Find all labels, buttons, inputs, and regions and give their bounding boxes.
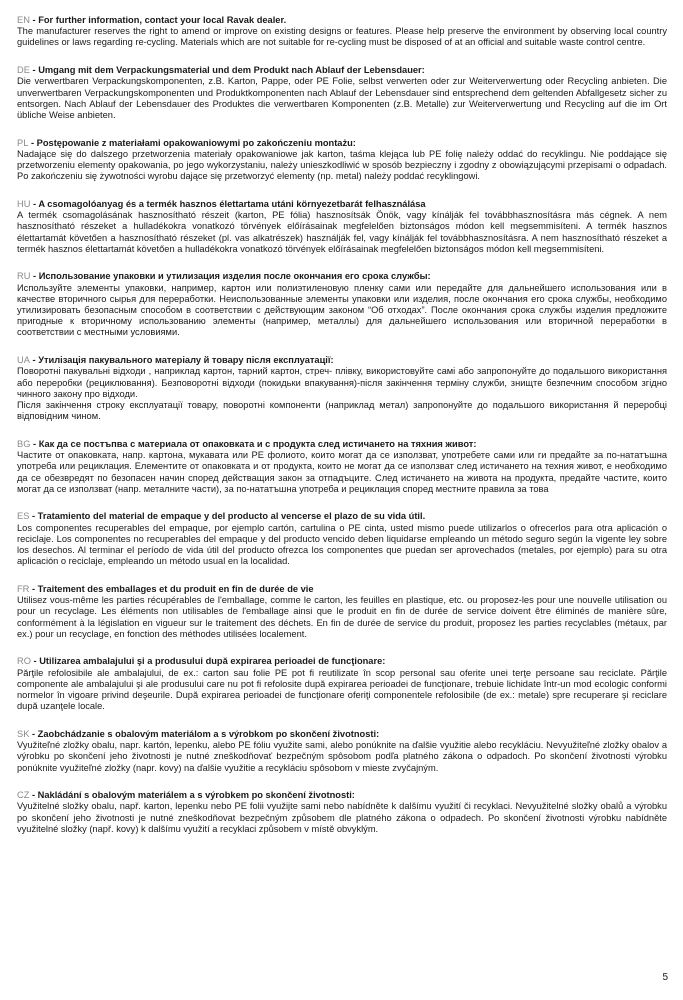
section-title: Umgang mit dem Verpackungsmaterial und dem Produkt nach Ablauf der Lebensdauer:	[38, 65, 425, 76]
section-heading	[17, 65, 667, 76]
heading-separator: -	[28, 137, 37, 148]
section-heading	[17, 271, 667, 282]
section-ru	[17, 271, 667, 338]
section-heading	[17, 199, 667, 210]
section-paragraph: Поворотні пакувальні відходи , наприклад картон, тарний картон, стреч- плівку, використовуйте самі або запропонуйте до подальшого використання або переробки (рециклювання). Безповоротні відходи (покидьки впакування)-після закінчення терміну служби, знищте безпечним способом згідно чинного закону про відходи.	[17, 366, 667, 399]
section-body	[17, 210, 667, 255]
section-bg	[17, 439, 667, 495]
heading-separator: -	[29, 355, 39, 366]
section-paragraph: Після закінчення строку експлуатації товару, поворотні компоненти (наприклад метал) запропонуйте до подальшого використання й переробці відповідним чином.	[17, 399, 667, 422]
section-heading	[17, 439, 667, 450]
section-ro	[17, 656, 667, 712]
section-paragraph: Die verwertbaren Verpackungskomponenten, z.B. Karton, Pappe, oder PE Folie, selbst verwerten oder zur Weiterverwertung oder Recycling anbieten. Die unverwertbaren Verpackungskomponenten und Produktkomponenten nach Ablauf der Lebensdauer sind entsprechend dem geltenden Abfallgesetz sicher zu entsorgen. Nach Ablauf der Lebensdauer des Produktes die verwertbaren Komponenten (z.B. Metalle) zur Weiterverwertung und Recycling auf die im Ort übliche Weise anbieten.	[17, 76, 667, 120]
section-body	[17, 740, 667, 774]
section-paragraph: Los componentes recuperables del empaque, por ejemplo cartón, cartulina o PE cinta, usted mismo puede utilizarlos o ofrecerlos para otra aplicación o reciclaje. Los componentes no recuperables del empaque y del producto vencido deben liquidarse empleando un método seguro según la vigente ley sobre los desechos. Al terminar el período de vida útil del producto ofrezca los componentes que puedan ser aprovechados (metales, por ejemplo) para su otra aplicación o reciclaje, empleando un método usual en la localidad.	[17, 522, 667, 567]
section-heading	[17, 729, 667, 740]
language-code: BG	[17, 438, 31, 449]
section-title: For further information, contact your local Ravak dealer.	[38, 15, 287, 25]
section-paragraph: Частите от опаковката, напр. картона, мукавата или PE фолиото, които могат да се използват, употребете сами или ги предайте за по-нататъшна употреба или рециклация. Елементите от опаковката и от продукта, които не могат да се използват след истичането на техния живот, е необходимо да се обезвредят по безопасен начин според действащия закон за отпадъците. След истичането на живота на продукта, предайте частите, които могат да се използват (напр. металните части), за по-нататъшна употреба и рециклация според местните правила за това	[17, 450, 667, 494]
section-body	[17, 26, 667, 48]
language-code: HU	[17, 198, 31, 209]
section-body	[17, 668, 667, 713]
section-body	[17, 523, 667, 568]
section-heading	[17, 656, 667, 667]
section-heading	[17, 584, 667, 595]
section-title: Utilizarea ambalajului şi a produsului după expirarea perioadei de funcţionare:	[39, 656, 386, 667]
section-title: Nakládání s obalovým materiálem a s výrobkem po skončení životnosti:	[37, 790, 355, 801]
document-page	[17, 15, 667, 852]
section-en	[17, 15, 667, 49]
section-title: Использование упаковки и утилизация изделия после окончания его срока службы:	[38, 271, 431, 282]
heading-separator: -	[29, 583, 38, 594]
language-code: RU	[17, 271, 31, 282]
language-code: SK	[17, 728, 30, 739]
section-ua	[17, 355, 667, 422]
heading-separator: -	[30, 656, 40, 667]
language-code: CZ	[17, 790, 30, 801]
section-sk	[17, 729, 667, 774]
section-body	[17, 76, 667, 121]
language-code: EN	[17, 15, 30, 25]
section-es	[17, 511, 667, 567]
section-paragraph: Utilisez vous-même les parties récupérables de l'emballage, comme le carton, les feuilles en plastique, etc. ou proposez-les pour une nouvelle utilisation ou pour un recyclage. Les éléments non utilisables de l'emballage ainsi que le produit en fin de durée de service doivent être éliminés de manière sûre, conformément à la législation en vigueur sur le traitement des déchets. En fin de durée de service du produit, proposez les parties recyclables (métaux, par ex.) pour un recyclage, en fonction des méthodes utilisées localement.	[17, 595, 667, 639]
section-title: Как да се постъпва с материала от опаковката и с продукта след истичането на тяхния живот:	[38, 438, 477, 449]
section-de	[17, 65, 667, 121]
heading-separator: -	[29, 15, 39, 25]
heading-separator: -	[29, 728, 38, 739]
section-fr	[17, 584, 667, 640]
language-code: PL	[17, 137, 29, 148]
language-code: FR	[17, 583, 30, 594]
language-code: RO	[17, 656, 31, 667]
section-heading	[17, 511, 667, 522]
section-heading	[17, 790, 667, 801]
section-paragraph: A termék csomagolásának hasznosítható részeit (karton, PE fólia) hasznosítsák Önök, vagy kínálják fel továbbhasznosításra más cégnek. A nem hasznosítható részeket a hulladékokra vonatkozó törvények előírásainak megfelelően biztonságos módon kell megsemmisíteni. A termék hasznos élettartamát követően a hasznosítható részeket (pl. vas alkatrészek) használják fel, vagy kínálják fel továbbhasznosításra. A nem hasznosítható részeket a termék hasznos élettartamát követően a hulladékokra vonatkozó törvények előírásainak megfelelően biztonságos módon kell megsemmisíteni.	[17, 210, 667, 254]
section-cz	[17, 790, 667, 835]
section-title: Zaobchádzanie s obalovým materiálom a s výrobkom po skončení životnosti:	[37, 728, 380, 739]
language-code: UA	[17, 355, 30, 366]
heading-separator: -	[30, 271, 39, 282]
section-body	[17, 366, 667, 422]
heading-separator: -	[30, 198, 39, 209]
section-title: Tratamiento del material de empaque y del producto al vencerse el plazo de su vida útil.	[37, 511, 426, 522]
section-paragraph: Využiteľné zložky obalu, napr. kartón, lepenku, alebo PE fóliu využite sami, alebo ponúknite na ďalšie využitie alebo recykláciu. Nevyužiteľné zložky obalov a výrobku po skončení jeho životnosti je nutné zneškodňovať bezpečným spôsobom podľa platného zákona o odpadoch. Po skončení životnosti výrobku ponúknite využiteľné zložky (napr. kovy) na ďalšie využitie a recykláciu spôsobom v mieste zvyčajným.	[17, 740, 667, 773]
section-heading	[17, 15, 667, 26]
section-body	[17, 801, 667, 835]
section-heading	[17, 355, 667, 366]
heading-separator: -	[29, 511, 38, 522]
heading-separator: -	[30, 438, 39, 449]
section-paragraph: Nadające się do dalszego przetworzenia materiały opakowaniowe jak karton, taśma klejąca lub PE folię należy oddać do recyklingu. Nie poddające się przetworzeniu elementy opakowania, po jego wykorzystaniu, należy unieszkodliwić w sposób bezpieczny i zgodny z obowiązującymi przepisami o odpadach. Po zakończeniu się żywotności wyrobu dające się przetworzyć elementy (np. metal) należy poddać recyklingowi.	[17, 148, 667, 182]
section-title: Traitement des emballages et du produit en fin de durée de vie	[37, 583, 314, 594]
section-title: Утилізація пакувального матеріалу й товару після експлуатації:	[38, 355, 334, 366]
heading-separator: -	[29, 790, 38, 801]
section-body	[17, 595, 667, 640]
section-body	[17, 450, 667, 495]
language-code: DE	[17, 65, 30, 76]
section-hu	[17, 199, 667, 255]
section-pl	[17, 138, 667, 183]
section-paragraph: Используйте элементы упаковки, например, картон или полиэтиленовую пленку сами или передайте для дальнейшего использования или в качестве вторичного сырья для переработки. Неиспользованные элементы упаковки или изделия, после окончания его срока службы, необходимо утилизировать безопасным способом в соответствии с действующим законом “Об отходах”. После окончания срока службы изделия предложите пригодные к вторичному использованию элементы (например, металлы) для дальнейшего использования или вторичной переработки в соответствии с местными условиями.	[17, 282, 667, 338]
heading-separator: -	[29, 65, 39, 76]
section-body	[17, 149, 667, 183]
section-paragraph: Părţile refolosibile ale ambalajului, de ex.: carton sau folie PE pot fi reutilizate în scop personal sau oferite unei terţe persoane sau reciclate. Părţile componente ale ambalajului şi ale produsului care nu pot fi refolosite după expirarea perioadei de funcţionare, trebuie lichidate într-un mod ecologic conformi normelor în vigoare privind deşeurile. După expirarea perioadei de funcţionare oferiţi componentele refolosibile (de ex.: metale) spre recuperare şi reciclare după uzanţele locale.	[17, 667, 667, 712]
section-title: Postępowanie z materiałami opakowaniowymi po zakończeniu montażu:	[36, 137, 356, 148]
section-heading	[17, 138, 667, 149]
page-number: 5	[662, 972, 668, 983]
section-paragraph: Využitelné složky obalu, např. karton, lepenku nebo PE folii využijte sami nebo nabídněte k dalšímu využití či recyklaci. Nevyužitelné složky obalů a výrobku po skončení jeho životnosti je nutné zneškodňovat bezpečným způsobem dle platného zákona o odpadech. Po skončení životnosti výrobku nabídněte využitelné složky (např. kovy) k dalšímu využití a recyklaci způsobem v místě obvyklým.	[17, 801, 667, 834]
section-body	[17, 283, 667, 339]
section-paragraph: The manufacturer reserves the right to amend or improve on existing designs or features. Please help preserve the environment by observing local country guidelines or laws regarding re-cycling. Materials which are not suitable for re-cycling must be disposed of at an official and suitable waste control centre.	[17, 26, 667, 48]
section-title: A csomagolóanyag és a termék hasznos élettartama utáni környezetbarát felhasználása	[38, 198, 426, 209]
language-code: ES	[17, 511, 30, 522]
